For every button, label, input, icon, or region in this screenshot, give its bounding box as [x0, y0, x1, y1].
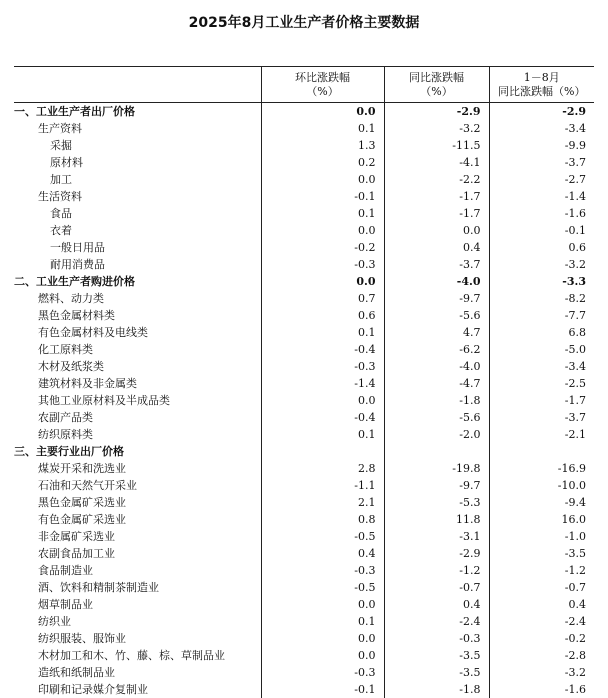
row-ytd-value: -9.4 [489, 494, 594, 511]
row-name: 其他工业原材料及半成品类 [38, 394, 170, 407]
row-name: 木材及纸浆类 [38, 360, 104, 373]
row-yoy-value: -1.7 [384, 205, 489, 222]
header-mom-line1: 环比涨跌幅 [295, 70, 350, 84]
table-row [14, 562, 594, 579]
header-mom-line2: （%） [306, 84, 339, 98]
row-ytd-value: -1.6 [489, 205, 594, 222]
row-ytd-value: -1.7 [489, 392, 594, 409]
row-name: 生产资料 [38, 122, 82, 135]
row-ytd-value: -3.7 [489, 409, 594, 426]
row-yoy-value: -19.8 [384, 460, 489, 477]
row-mom-value: 1.3 [261, 137, 384, 154]
row-name: 一、工业生产者出厂价格 [14, 105, 135, 118]
row-mom-value: 0.0 [261, 171, 384, 188]
row-mom-value: 0.0 [261, 392, 384, 409]
row-yoy-value: -3.5 [384, 647, 489, 664]
row-yoy-value: -6.2 [384, 341, 489, 358]
row-mom-value: -1.4 [261, 375, 384, 392]
row-yoy-value: -3.5 [384, 664, 489, 681]
row-yoy-value: -2.9 [384, 545, 489, 562]
table-body [14, 103, 594, 698]
row-yoy-value: -9.7 [384, 477, 489, 494]
table-row [14, 477, 594, 494]
row-ytd-value: -3.5 [489, 545, 594, 562]
row-ytd-value: -2.4 [489, 613, 594, 630]
row-name: 食品制造业 [38, 564, 93, 577]
row-yoy-value: -5.6 [384, 409, 489, 426]
table-section-row [14, 103, 594, 121]
table-row [14, 205, 594, 222]
header-yoy-line1: 同比涨跌幅 [409, 70, 464, 84]
price-data-table [14, 66, 594, 698]
table-row [14, 596, 594, 613]
row-ytd-value: -5.0 [489, 341, 594, 358]
row-mom-value: -0.3 [261, 664, 384, 681]
row-ytd-value: 6.8 [489, 324, 594, 341]
row-mom-value: 2.1 [261, 494, 384, 511]
header-ytd-line2: 同比涨跌幅（%） [498, 84, 586, 98]
row-yoy-value: -1.8 [384, 392, 489, 409]
row-name: 印刷和记录媒介复制业 [38, 683, 148, 696]
row-mom-value: 0.7 [261, 290, 384, 307]
table-row [14, 239, 594, 256]
row-yoy-value: -0.7 [384, 579, 489, 596]
row-name: 酒、饮料和精制茶制造业 [38, 581, 159, 594]
row-name: 有色金属材料及电线类 [38, 326, 148, 339]
row-mom-value: -0.1 [261, 681, 384, 698]
row-mom-value: -0.3 [261, 562, 384, 579]
header-mom [261, 67, 384, 103]
row-yoy-value: -5.6 [384, 307, 489, 324]
table-row [14, 460, 594, 477]
table-row [14, 511, 594, 528]
table-row [14, 341, 594, 358]
table-row [14, 307, 594, 324]
row-yoy-value: 4.7 [384, 324, 489, 341]
row-yoy-value: -11.5 [384, 137, 489, 154]
row-ytd-value: -0.7 [489, 579, 594, 596]
row-yoy-value: -3.2 [384, 120, 489, 137]
table-row [14, 409, 594, 426]
row-yoy-value: -1.7 [384, 188, 489, 205]
row-ytd-value: 16.0 [489, 511, 594, 528]
row-ytd-value: -2.9 [489, 103, 594, 121]
row-mom-value: -0.2 [261, 239, 384, 256]
table-section-row [14, 443, 594, 460]
table-row [14, 188, 594, 205]
row-name: 纺织原料类 [38, 428, 93, 441]
row-name: 煤炭开采和洗选业 [38, 462, 126, 475]
table-row [14, 290, 594, 307]
row-mom-value: 0.1 [261, 426, 384, 443]
table-row [14, 222, 594, 239]
row-mom-value: 0.1 [261, 120, 384, 137]
row-mom-value: -0.4 [261, 341, 384, 358]
row-yoy-value: -4.1 [384, 154, 489, 171]
row-ytd-value: -2.8 [489, 647, 594, 664]
table-row [14, 375, 594, 392]
row-ytd-value: -8.2 [489, 290, 594, 307]
row-ytd-value: -1.0 [489, 528, 594, 545]
row-mom-value: -1.1 [261, 477, 384, 494]
row-yoy-value: -3.1 [384, 528, 489, 545]
row-mom-value: 0.2 [261, 154, 384, 171]
row-ytd-value: -3.4 [489, 120, 594, 137]
row-name: 食品 [50, 207, 72, 220]
row-yoy-value [384, 443, 489, 460]
row-ytd-value: 0.6 [489, 239, 594, 256]
row-name: 二、工业生产者购进价格 [14, 275, 135, 288]
row-yoy-value: -4.7 [384, 375, 489, 392]
row-name: 纺织服装、服饰业 [38, 632, 126, 645]
row-ytd-value: -2.7 [489, 171, 594, 188]
table-row [14, 647, 594, 664]
row-name: 木材加工和木、竹、藤、棕、草制品业 [38, 649, 225, 662]
row-mom-value: 0.0 [261, 273, 384, 290]
row-mom-value: 0.0 [261, 103, 384, 121]
row-mom-value: -0.3 [261, 256, 384, 273]
row-name: 农副产品类 [38, 411, 93, 424]
header-yoy-line2: （%） [420, 84, 453, 98]
row-yoy-value: 0.4 [384, 239, 489, 256]
row-name: 石油和天然气开采业 [38, 479, 137, 492]
row-yoy-value: 0.4 [384, 596, 489, 613]
row-name: 生活资料 [38, 190, 82, 203]
row-ytd-value: 0.4 [489, 596, 594, 613]
row-ytd-value: -1.6 [489, 681, 594, 698]
table-row [14, 154, 594, 171]
row-yoy-value: -1.2 [384, 562, 489, 579]
row-name: 耐用消费品 [50, 258, 105, 271]
row-name: 燃料、动力类 [38, 292, 104, 305]
row-mom-value: 0.4 [261, 545, 384, 562]
row-ytd-value: -2.1 [489, 426, 594, 443]
row-mom-value: 0.0 [261, 630, 384, 647]
row-yoy-value: -2.4 [384, 613, 489, 630]
row-name: 采掘 [50, 139, 72, 152]
row-yoy-value: -2.0 [384, 426, 489, 443]
row-ytd-value: -0.2 [489, 630, 594, 647]
row-ytd-value: -1.4 [489, 188, 594, 205]
table-row [14, 528, 594, 545]
row-mom-value: 0.1 [261, 613, 384, 630]
row-yoy-value: -2.2 [384, 171, 489, 188]
row-name: 纺织业 [38, 615, 71, 628]
table-row [14, 664, 594, 681]
row-name: 非金属矿采选业 [38, 530, 115, 543]
row-yoy-value: 0.0 [384, 222, 489, 239]
row-name: 农副食品加工业 [38, 547, 115, 560]
row-ytd-value: -3.2 [489, 256, 594, 273]
table-row [14, 681, 594, 698]
row-yoy-value: -4.0 [384, 358, 489, 375]
row-mom-value: 2.8 [261, 460, 384, 477]
row-mom-value: 0.0 [261, 647, 384, 664]
table-row [14, 358, 594, 375]
row-mom-value: 0.1 [261, 324, 384, 341]
table-row [14, 545, 594, 562]
row-mom-value: 0.8 [261, 511, 384, 528]
page-title: 2025年8月工业生产者价格主要数据 [188, 15, 420, 31]
row-yoy-value: -4.0 [384, 273, 489, 290]
table-row [14, 120, 594, 137]
row-ytd-value: -3.3 [489, 273, 594, 290]
row-ytd-value: -3.2 [489, 664, 594, 681]
table-row [14, 426, 594, 443]
row-ytd-value: -10.0 [489, 477, 594, 494]
row-name: 黑色金属材料类 [38, 309, 115, 322]
table-row [14, 579, 594, 596]
header-ytd [489, 67, 594, 103]
row-name: 原材料 [50, 156, 83, 169]
header-item [14, 67, 261, 103]
table-row [14, 494, 594, 511]
table-section-row [14, 273, 594, 290]
row-name: 烟草制品业 [38, 598, 93, 611]
table-row [14, 630, 594, 647]
row-name: 造纸和纸制品业 [38, 666, 115, 679]
table-row [14, 613, 594, 630]
row-name: 建筑材料及非金属类 [38, 377, 137, 390]
row-mom-value [261, 443, 384, 460]
row-mom-value: 0.1 [261, 205, 384, 222]
row-name: 加工 [50, 173, 72, 186]
row-ytd-value: -7.7 [489, 307, 594, 324]
row-yoy-value: 11.8 [384, 511, 489, 528]
row-ytd-value: -0.1 [489, 222, 594, 239]
row-name: 三、主要行业出厂价格 [14, 445, 124, 458]
table-header [14, 67, 594, 103]
row-mom-value: -0.5 [261, 579, 384, 596]
row-name: 衣着 [50, 224, 72, 237]
table-row [14, 137, 594, 154]
row-ytd-value: -3.7 [489, 154, 594, 171]
header-yoy [384, 67, 489, 103]
row-mom-value: 0.0 [261, 596, 384, 613]
table-row [14, 324, 594, 341]
table-row [14, 171, 594, 188]
row-yoy-value: -3.7 [384, 256, 489, 273]
table-row [14, 392, 594, 409]
row-yoy-value: -2.9 [384, 103, 489, 121]
row-ytd-value: -2.5 [489, 375, 594, 392]
row-ytd-value [489, 443, 594, 460]
row-name: 化工原料类 [38, 343, 93, 356]
row-mom-value: 0.0 [261, 222, 384, 239]
row-ytd-value: -1.2 [489, 562, 594, 579]
row-ytd-value: -16.9 [489, 460, 594, 477]
row-yoy-value: -0.3 [384, 630, 489, 647]
row-name: 一般日用品 [50, 241, 105, 254]
row-mom-value: 0.6 [261, 307, 384, 324]
row-yoy-value: -9.7 [384, 290, 489, 307]
row-mom-value: -0.4 [261, 409, 384, 426]
row-mom-value: -0.5 [261, 528, 384, 545]
row-mom-value: -0.3 [261, 358, 384, 375]
row-yoy-value: -5.3 [384, 494, 489, 511]
row-ytd-value: -9.9 [489, 137, 594, 154]
row-yoy-value: -1.8 [384, 681, 489, 698]
row-name: 有色金属矿采选业 [38, 513, 126, 526]
row-mom-value: -0.1 [261, 188, 384, 205]
row-name: 黑色金属矿采选业 [38, 496, 126, 509]
table-row [14, 256, 594, 273]
row-ytd-value: -3.4 [489, 358, 594, 375]
header-ytd-line1: 1－8月 [523, 70, 560, 84]
